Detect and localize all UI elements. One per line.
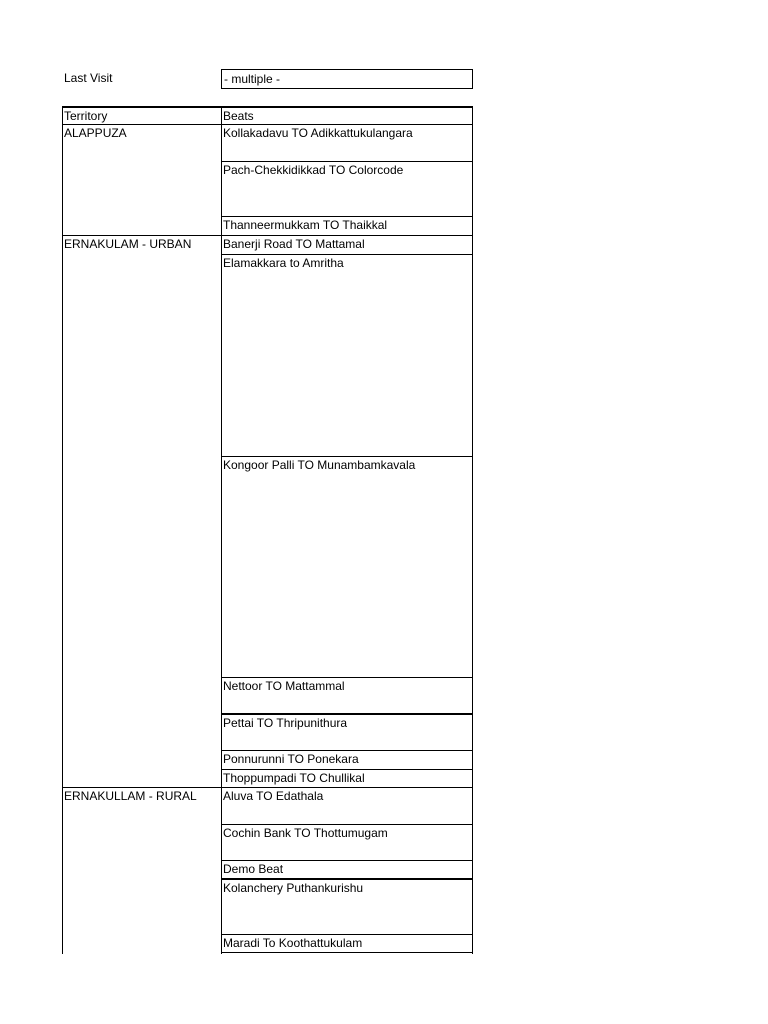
beat-cell: Nettoor TO Mattammal [223, 679, 345, 693]
beat-separator [221, 934, 473, 935]
territory-header: Territory [64, 109, 108, 123]
filter-value-cell[interactable]: - multiple - [221, 69, 473, 89]
beat-separator [221, 750, 473, 751]
table-left-border [62, 106, 63, 954]
territory-cell: ALAPPUZA [64, 126, 127, 140]
beat-separator [221, 952, 473, 953]
beats-header: Beats [223, 109, 254, 123]
beat-separator [221, 254, 473, 255]
beat-cell: Kollakadavu TO Adikkattukulangara [223, 126, 413, 140]
beat-separator [221, 456, 473, 457]
beat-cell: Pach-Chekkidikkad TO Colorcode [223, 163, 404, 177]
beat-cell: Kongoor Palli TO Munambamkavala [223, 458, 416, 472]
territory-cell: ERNAKULAM - URBAN [64, 237, 192, 251]
beat-separator [221, 677, 473, 678]
filter-label: Last Visit [64, 71, 113, 85]
beat-cell: Pettai TO Thripunithura [223, 716, 348, 730]
territory-separator [62, 235, 473, 236]
beat-cell: Demo Beat [223, 862, 284, 876]
beat-separator [221, 769, 473, 770]
beat-separator [221, 216, 473, 217]
table-top-border [62, 106, 473, 108]
beat-separator [221, 860, 473, 861]
beat-separator [221, 713, 473, 715]
territory-separator [62, 787, 473, 788]
beat-cell: Thanneermukkam TO Thaikkal [223, 218, 388, 232]
beat-cell: Banerji Road TO Mattamal [223, 237, 365, 251]
territory-cell: ERNAKULLAM - RURAL [64, 789, 197, 803]
beat-cell: Kolanchery Puthankurishu [223, 881, 364, 895]
table-right-border [472, 106, 473, 954]
beat-separator [221, 878, 473, 880]
beat-separator [221, 161, 473, 162]
beat-cell: Cochin Bank TO Thottumugam [223, 826, 388, 840]
beat-cell: Thoppumpadi TO Chullikal [223, 771, 365, 785]
header-separator [62, 124, 473, 125]
beat-cell: Maradi To Koothattukulam [223, 936, 363, 950]
beat-cell: Elamakkara to Amritha [223, 256, 344, 270]
beat-cell: Ponnurunni TO Ponekara [223, 752, 359, 766]
beat-cell: Aluva TO Edathala [223, 789, 324, 803]
beat-separator [221, 824, 473, 825]
